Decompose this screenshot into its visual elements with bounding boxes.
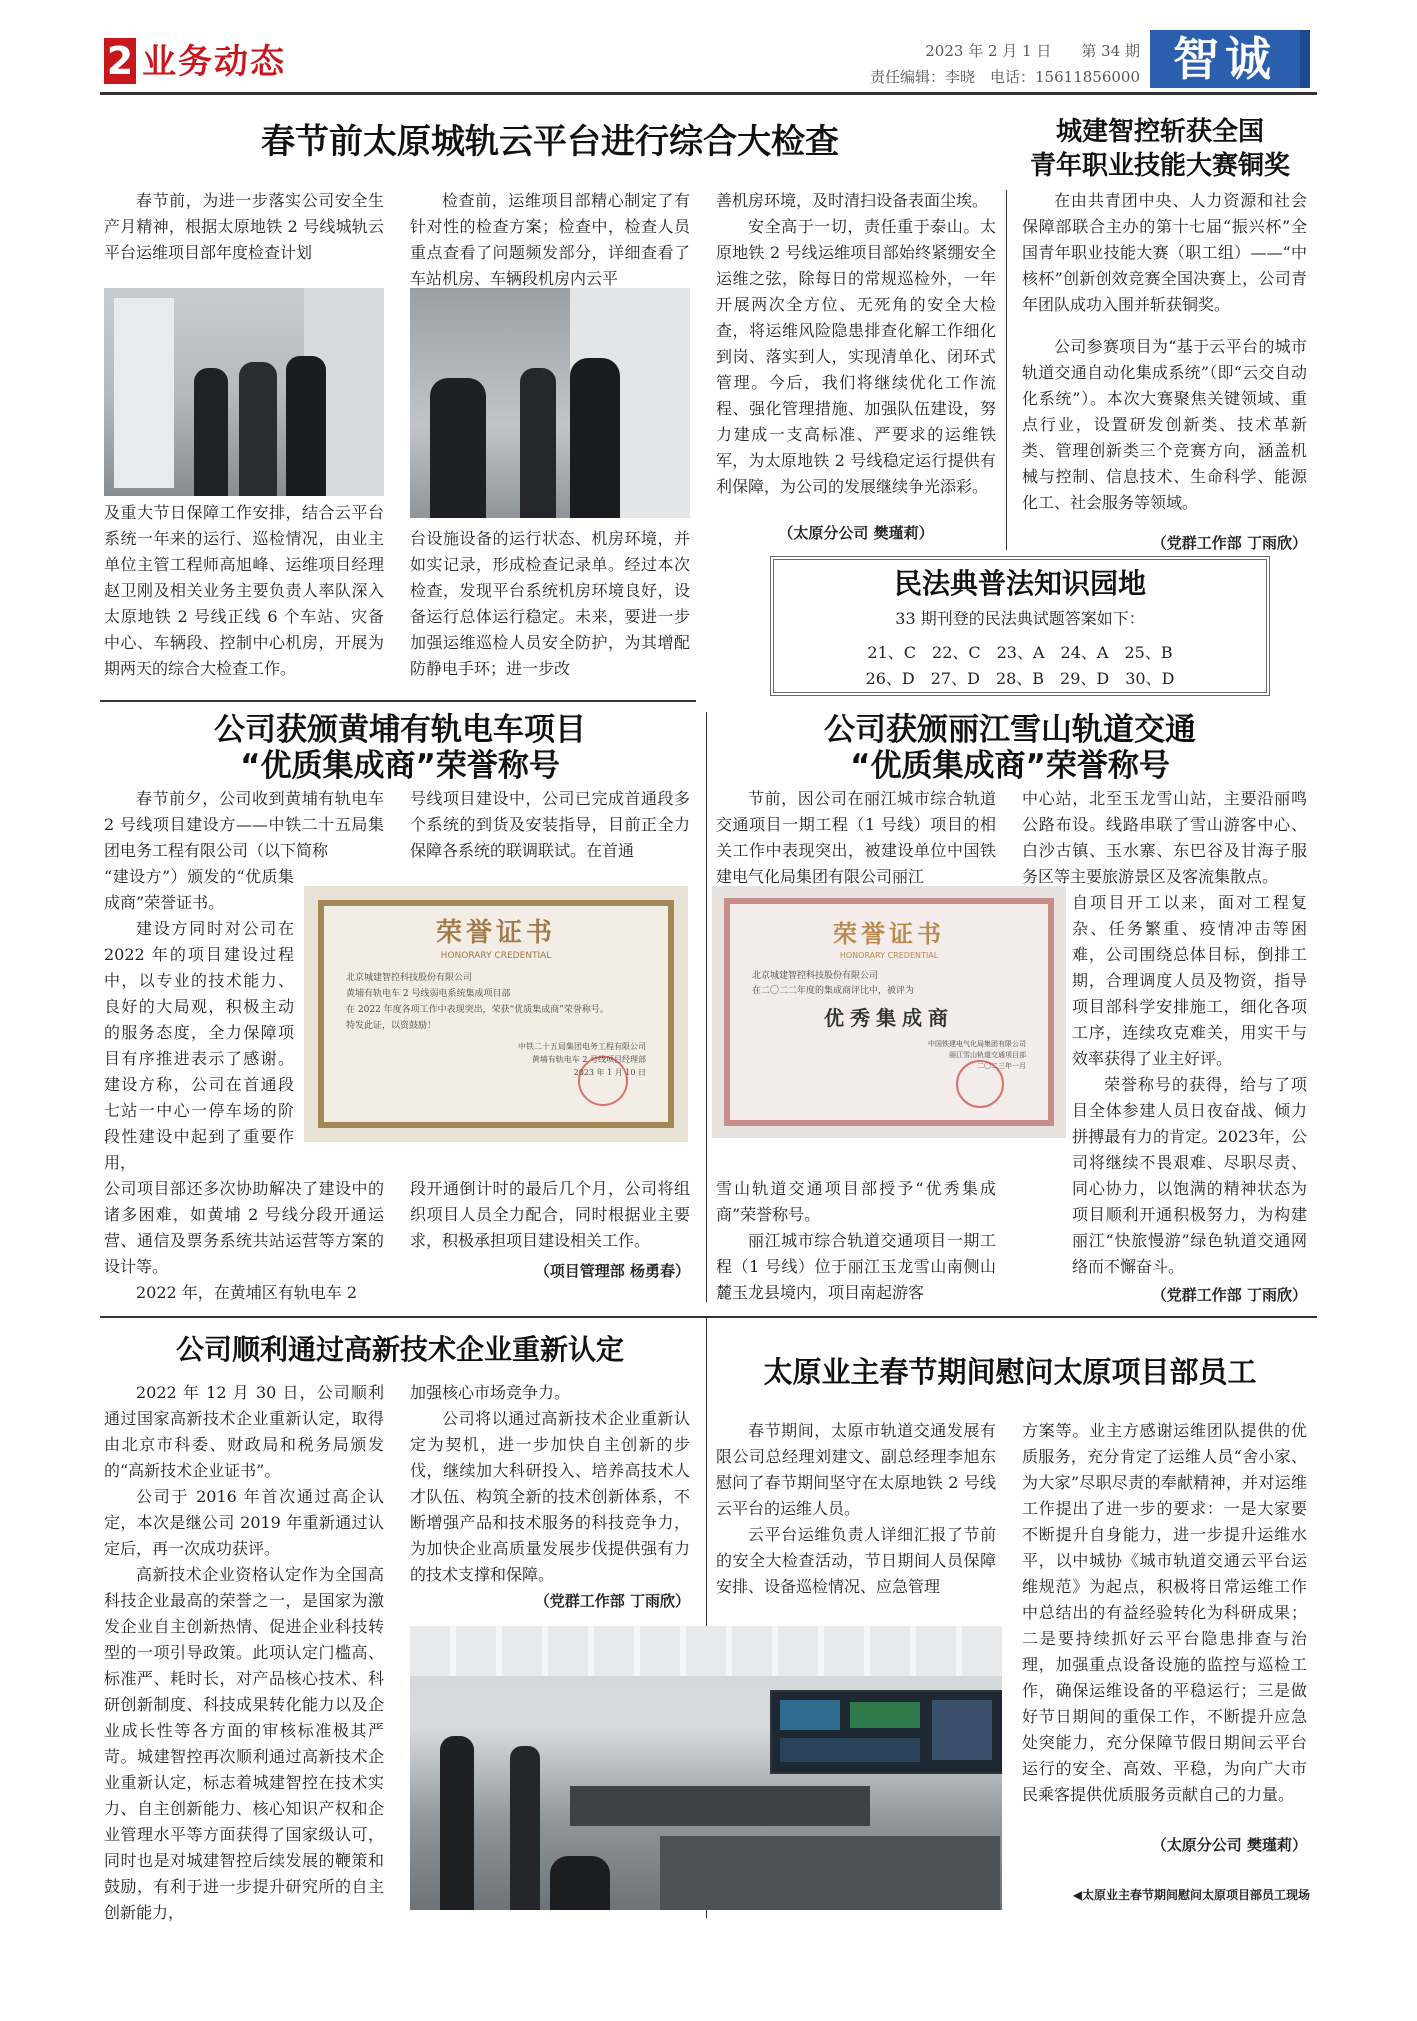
cert1-seal [578,1056,628,1106]
header-rule [100,92,1317,95]
photo-caption: ◀太原业主春节期间慰问太原项目部员工现场 [1072,1888,1310,1902]
article5-signature: （党群工作部 丁雨欣） [534,1592,690,1610]
article3-col1-p3: 2022 年，在黄埔区有轨电车 2 [136,1283,358,1302]
article5-col1-p1: 2022 年 12 月 30 日，公司顺利通过国家高新技术企业重新认定，取得由北京市科委、财政局和税务局颁发的“高新技术企业证书”。 [104,1383,384,1480]
article4-title-line1: 公司获颁丽江雪山轨道交通 [824,712,1196,748]
divider-article3-article4 [706,712,707,1302]
article3-col1-p1b: “建设方”）颁发的“优质集成商”荣誉证书。 [104,867,294,912]
article2-p1: 在由共青团中央、人力资源和社会保障部联合主办的第十七届“振兴杯”全国青年职业技能大赛（职工组）——“中核杯”创新创效竞赛全国决赛上，公司青年团队成功入围并斩获铜奖。 [1022,191,1307,314]
article4-col1-p2: 丽江城市综合轨道交通项目一期工程（1 号线）位于丽江玉龙雪山南侧山麓玉龙县境内，项目南起游客 [716,1231,996,1302]
article4-col1-top: 节前，因公司在丽江城市综合轨道交通项目一期工程（1 号线）项目的相关工作中表现突出，被建设单位中国铁建电气化局集团有限公司丽江 [716,789,996,886]
article2-title-line2: 青年职业技能大赛铜奖 [1029,151,1290,181]
article3-title-line2: “优质集成商”荣誉称号 [240,748,560,784]
article3-col1-p2b: 公司项目部还多次协助解决了建设中的诸多困难，如黄埔 2 号线分段开通运营、通信及票务系统共站运营等方案的设计等。 [104,1179,384,1276]
article4-signature: （党群工作部 丁雨欣） [1151,1286,1307,1304]
article1-col2-top: 检查前，运维项目部精心制定了有针对性的检查方案；检查中，检查人员重点查看了问题频发部分，详细查看了车站机房、车辆段机房内云平 [410,191,690,288]
article1-col3-p1: 善机房环境，及时清扫设备表面尘埃。 [716,191,989,210]
cert2-company: 北京城建智控科技股份有限公司 [752,971,879,981]
editor-line: 责任编辑：李晓 电话：15611856000 [870,68,1140,86]
section-title: 业务动态 [142,42,286,82]
page-number-badge: 2 [104,38,136,84]
article5-title: 公司顺利通过高新技术企业重新认定 [175,1333,624,1366]
article1-col1-bottom: 及重大节日保障工作安排，结合云平台系统一年来的运行、巡检情况，由业主单位主管工程师高旭峰、运维项目经理赵卫刚及相关业务主要负责人率队深入太原地铁 2 号线正线 6 个车站、灾备中心、车辆段、控制中心机房，开展为期两天的综合大检查工作。 [104,503,384,678]
quiz-box [770,556,1270,696]
cert1-text: 在 2022 年度各项工作中表现突出，荣获“优质集成商”荣誉称号。 [346,1005,609,1015]
article5-col2-p1: 加强核心市场竞争力。 [410,1383,571,1402]
article1-col2-bottom: 台设施设备的运行状态、机房环境，并如实记录，形成检查记录单。经过本次检查，发现平台系统机房环境良好，设备运行总体运行稳定。未来，要进一步加强运维巡检人员安全防护，为其增配防静电手环；进一步改 [410,529,690,678]
article1-photo-left [104,288,384,496]
cert1-english: HONORARY CREDENTIAL [440,951,552,961]
cert2-date: 二〇二三年一月 [977,1062,1026,1070]
article1-col1-top: 春节前，为进一步落实公司安全生产月精神，根据太原地铁 2 号线城轨云平台运维项目部年度检查计划 [104,191,384,262]
article3-title-line1: 公司获颁黄埔有轨电车项目 [214,712,586,748]
article1-col3-p2: 安全高于一切，责任重于泰山。太原地铁 2 号线运维项目部始终紧绷安全运维之弦，除每日的常规巡检外，一年开展两次全方位、无死角的安全大检查，将运维风险隐患排查化解工作细化到岗、落实到人，实现清单化、闭环式管理。今后，我们将继续优化工作流程、强化管理措施、加强队伍建设，努力建成一支高标准、严要求的运维铁军，为太原地铁 2 号线稳定运行提供有利保障，为公司的发展继续争光添彩。 [716,217,996,496]
article4-col2-p2: 荣誉称号的获得，给与了项目全体参建人员日夜奋战、倾力拼搏最有力的肯定。2023年，公司将继续不畏艰难、尽职尽责、同心协力，以饱满的精神状态为项目顺利开通积极努力，为构建丽江“快旅慢游”绿色轨道交通网络而不懈奋斗。 [1072,1075,1307,1276]
article6-col1-p2: 云平台运维负责人详细汇报了节前的安全大检查活动，节日期间人员保障安排、设备巡检情况、应急管理 [716,1525,996,1596]
control-room-photo [410,1626,1002,1910]
cert2-issuer2: 丽江雪山轨道交通项目部 [949,1051,1026,1059]
article6-signature: （太原分公司 樊瑾莉） [1151,1836,1307,1854]
article3-col2-bottom: 段开通倒计时的最后几个月，公司将组织项目人员全力配合，同时根据业主要求，积极承担项目建设相关工作。 [410,1179,690,1250]
cert1-congrats: 特发此证，以资鼓励！ [346,1021,437,1031]
cert1-title: 荣誉证书 [435,918,556,948]
article4-col2-mid: 自项目开工以来，面对工程复杂、任务繁重、疫情冲击等困难，公司围绕总体目标，倒排工期，合理调度人员及物资，指导项目部科学安排施工，细化各项工序，连续攻克难关，用实干与效率获得了业主好评。 [1072,893,1307,1068]
cert1-project: 黄埔有轨电车 2 号线弱电系统集成项目部 [346,989,511,999]
cert2-issuer1: 中国铁建电气化局集团有限公司 [928,1040,1026,1048]
quiz-answers-row2: 26、D 27、D 28、B 29、D 30、D [865,669,1175,688]
cert2-award: 优秀集成商 [824,1006,954,1030]
article4-title-line2: “优质集成商”荣誉称号 [850,748,1170,784]
article4-col1-bottom: 雪山轨道交通项目部授予“优秀集成商”荣誉称号。 [716,1179,996,1224]
article6-title: 太原业主春节期间慰问太原项目部员工 [763,1355,1257,1389]
cert2-text: 在二〇二二年度的集成商评比中，被评为 [752,986,915,996]
article2-title-line1: 城建智控斩获全国 [1055,117,1264,147]
article5-col1-p2: 公司于 2016 年首次通过高企认定，本次是继公司 2019 年重新通过认定后，再一次成功获评。 [104,1487,384,1558]
cert1-issuer1: 中铁二十五局集团电务工程有限公司 [518,1042,646,1051]
cert2-english: HONORARY CREDENTIAL [839,951,939,960]
article3-col1-p2: 建设方同时对公司在 2022 年的项目建设过程中，以专业的技术能力、良好的大局观，积极主动的服务态度，全力保障项目有序推进表示了感谢。建设方称，公司在首通段七站一中心一停车场的阶段性建设中起到了重要作用， [104,919,294,1172]
cert1-company: 北京城建智控科技股份有限公司 [346,973,473,983]
article3-signature: （项目管理部 杨勇春） [534,1262,690,1280]
cert1-issuer2: 黄埔有轨电车 2 号线项目经理部 [531,1055,646,1064]
article6-col2-p1: 方案等。业主方感谢运维团队提供的优质服务，充分肯定了运维人员“舍小家、为大家”尽职尽责的奉献精神，并对运维工作提出了进一步的要求：一是大家要不断提升自身能力，进一步提升运维水平，以中城协《城市轨道交通云平台运维规范》为起点，积极将日常运维工作中总结出的有益经验转化为科研成果；二是要持续抓好云平台隐患排查与治理，加强重点设备设施的监控与巡检工作，确保运维设备的平稳运行；三是做好节日期间的重保工作，不断提升应急处突能力，充分保障节假日期间云平台运行的安全、高效、平稳，为向广大市民乘客提供优质服务贡献自己的力量。 [1022,1421,1307,1804]
article3-col2-top: 号线项目建设中，公司已完成首通段多个系统的到货及安装指导，目前正全力保障各系统的联调联试。在首通 [410,789,690,860]
masthead-logo: 智诚 [1150,30,1310,88]
quiz-title: 民法典普法知识园地 [893,567,1146,600]
article1-photo-right [410,288,690,518]
article3-col1-p1: 春节前夕，公司收到黄埔有轨电车 2 号线项目建设方——中铁二十五局集团电务工程有限公司（以下简称 [104,789,384,860]
quiz-subtitle: 33 期刊登的民法典试题答案如下： [895,609,1145,628]
cert2-seal [956,1060,1004,1108]
article4-col2-top: 中心站，北至玉龙雪山站，主要沿丽鸣公路布设。线路串联了雪山游客中心、白沙古镇、玉水寨、东巴谷及甘海子服务区等主要旅游景区及客流集散点。 [1022,789,1307,886]
article5-col1-p3: 高新技术企业资格认定作为全国高科技企业最高的荣誉之一，是国家为激发企业自主创新热情、促进企业科技转型的一项引导政策。此项认定门槛高、标准严、耗时长，对产品核心技术、科研创新制度、科技成果转化能力以及企业成长性等各方面的审核标准极其严苛。城建智控再次顺利通过高新技术企业重新认定，标志着城建智控在技术实力、自主创新能力、核心知识产权和企业管理水平等方面获得了国家级认可，同时也是对城建智控后续发展的鞭策和鼓励，有利于进一步提升研究所的自主创新能力， [104,1565,384,1922]
article2-p2: 公司参赛项目为“基于云平台的城市轨道交通自动化集成系统”（即“云交自动化系统”）。本次大赛聚焦关键领域、重点行业，设置研发创新类、技术革新类、管理创新类三个竞赛方向，涵盖机械与控制、信息技术、生命科学、能源化工、社会服务等领域。 [1022,337,1307,512]
rule-lower [100,1316,1317,1318]
article1-title: 春节前太原城轨云平台进行综合大检查 [261,122,839,162]
article6-col1-p1: 春节期间，太原市轨道交通发展有限公司总经理刘建文、副总经理李旭东慰问了春节期间坚守在太原地铁 2 号线云平台的运维人员。 [716,1421,996,1518]
issue-date: 2023 年 2 月 1 日 第 34 期 [925,42,1140,60]
cert1-date: 2023 年 1 月 10 日 [573,1068,646,1077]
huangpu-certificate [304,886,688,1142]
article2-signature: （党群工作部 丁雨欣） [1151,534,1307,552]
divider-article1-article2 [1006,190,1007,550]
cert2-title: 荣誉证书 [833,920,945,948]
lijiang-certificate [712,886,1066,1138]
quiz-answers-row1: 21、C 22、C 23、A 24、A 25、B [867,643,1173,662]
article1-signature: （太原分公司 樊瑾莉） [778,524,934,542]
article5-col2-p2: 公司将以通过高新技术企业重新认定为契机，进一步加快自主创新的步伐，继续加大科研投入、培养高技术人才队伍、构筑全新的技术创新体系，不断增强产品和技术服务的科技竞争力，为加快企业高质量发展步伐提供强有力的技术支撑和保障。 [410,1409,690,1584]
rule-middle-left [100,700,696,702]
